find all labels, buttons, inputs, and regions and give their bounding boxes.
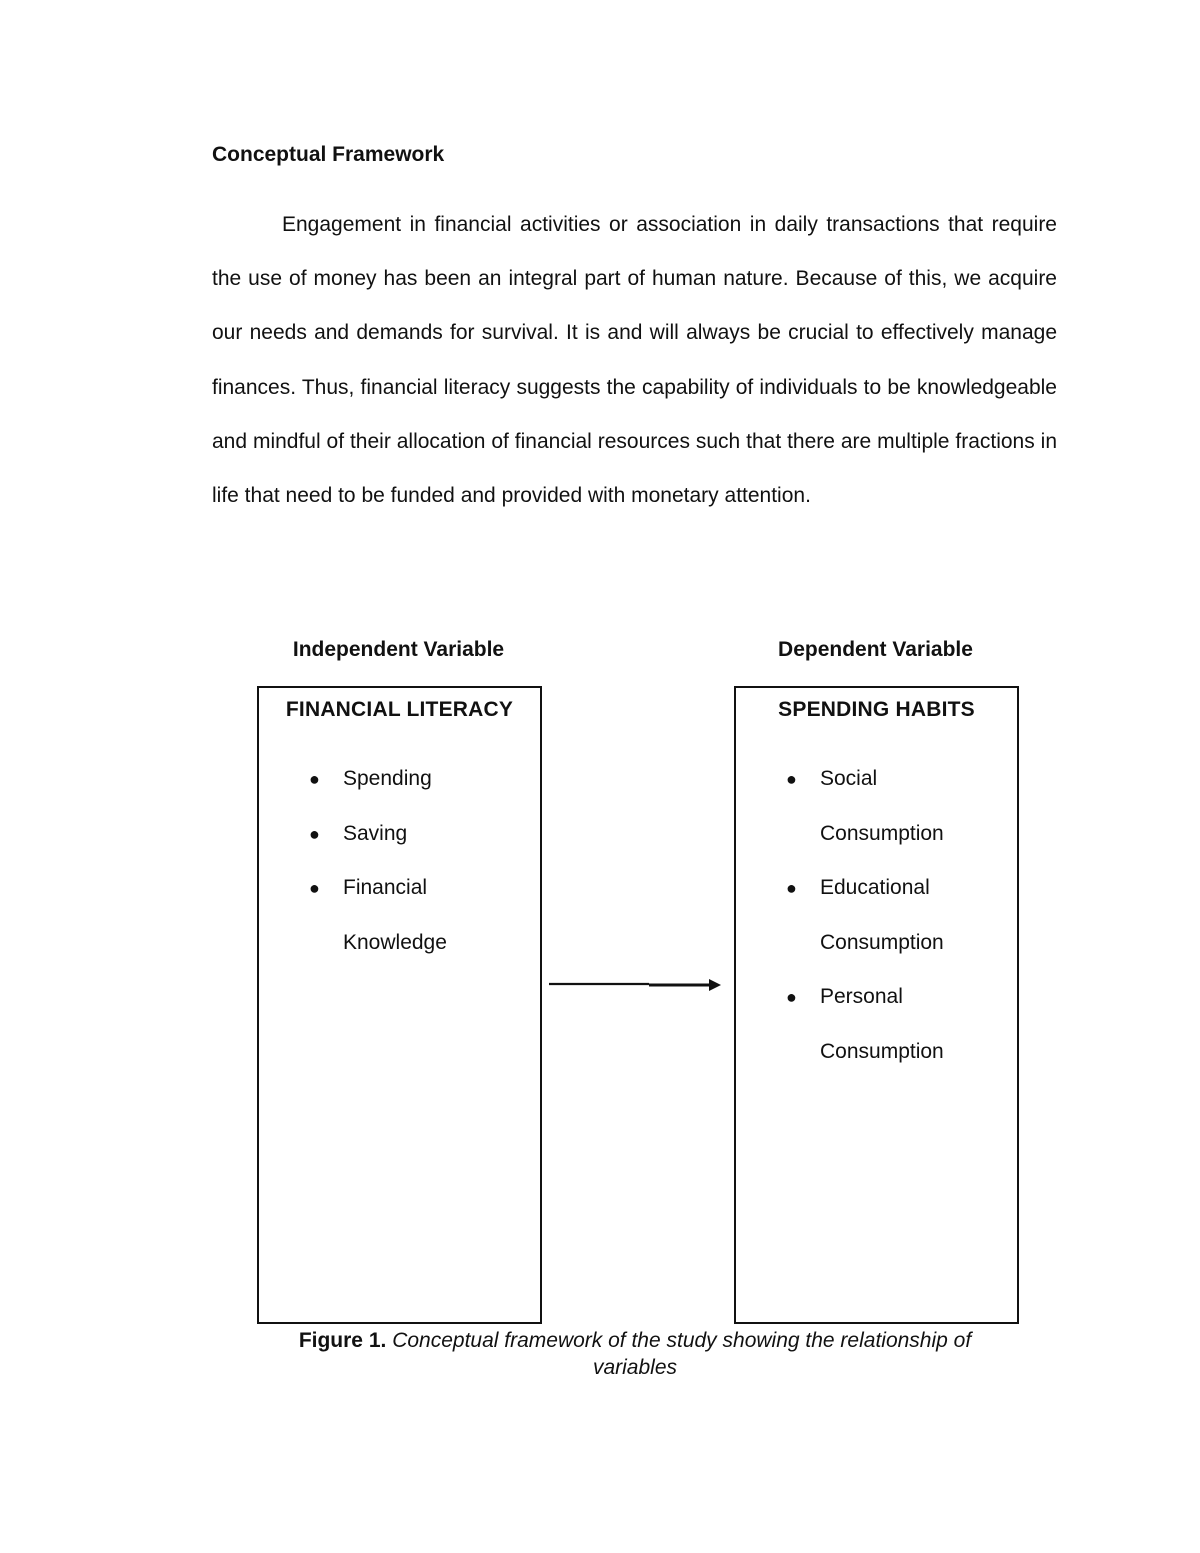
dependent-variable-label: Dependent Variable [778,638,973,661]
independent-box-title: FINANCIAL LITERACY [285,698,514,721]
item-label: Personal Consumption [820,985,944,1063]
figure-label: Figure 1. [298,1329,387,1352]
dependent-variable-box [734,686,1019,1324]
item-label: Saving [343,821,408,845]
list-item [259,807,513,862]
bullet-icon: ● [786,987,797,1007]
relationship-arrow-icon [549,975,724,995]
list-item [259,861,513,970]
item-label: Educational Consumption [820,876,944,954]
list-item [736,970,990,1079]
independent-variable-box [257,686,542,1324]
dependent-box-title: SPENDING HABITS [778,698,975,721]
figure-caption [255,1327,1015,1381]
bullet-icon: ● [786,878,797,898]
bullet-icon: ● [786,769,797,789]
body-paragraph: Engagement in financial activities or association in daily transactions that require the use of money has been an integral part of human nature. Because of this, we acquire our needs and demands for survival. It is and will always be crucial to effectively manage finances. Thus, financial literacy suggests the capability of individuals to be knowledgeable and mindful of their allocation of financial resources such that there are multiple fractions in life that need to be funded and provided with monetary attention. [212,213,1057,508]
list-item [736,752,990,861]
independent-item-list [259,752,513,970]
bullet-icon: ● [309,823,320,844]
section-heading: Conceptual Framework [212,143,445,166]
figure-caption-text: Conceptual framework of the study showing the relationship of variables [392,1329,972,1379]
list-item [259,752,513,807]
item-label: Spending [343,767,432,790]
dependent-item-list [736,752,990,1079]
bullet-icon: ● [309,878,320,898]
list-item [736,861,990,970]
item-label: Financial Knowledge [343,876,447,954]
item-label: Social Consumption [820,767,944,845]
bullet-icon: ● [309,769,320,789]
independent-variable-label: Independent Variable [292,638,505,661]
